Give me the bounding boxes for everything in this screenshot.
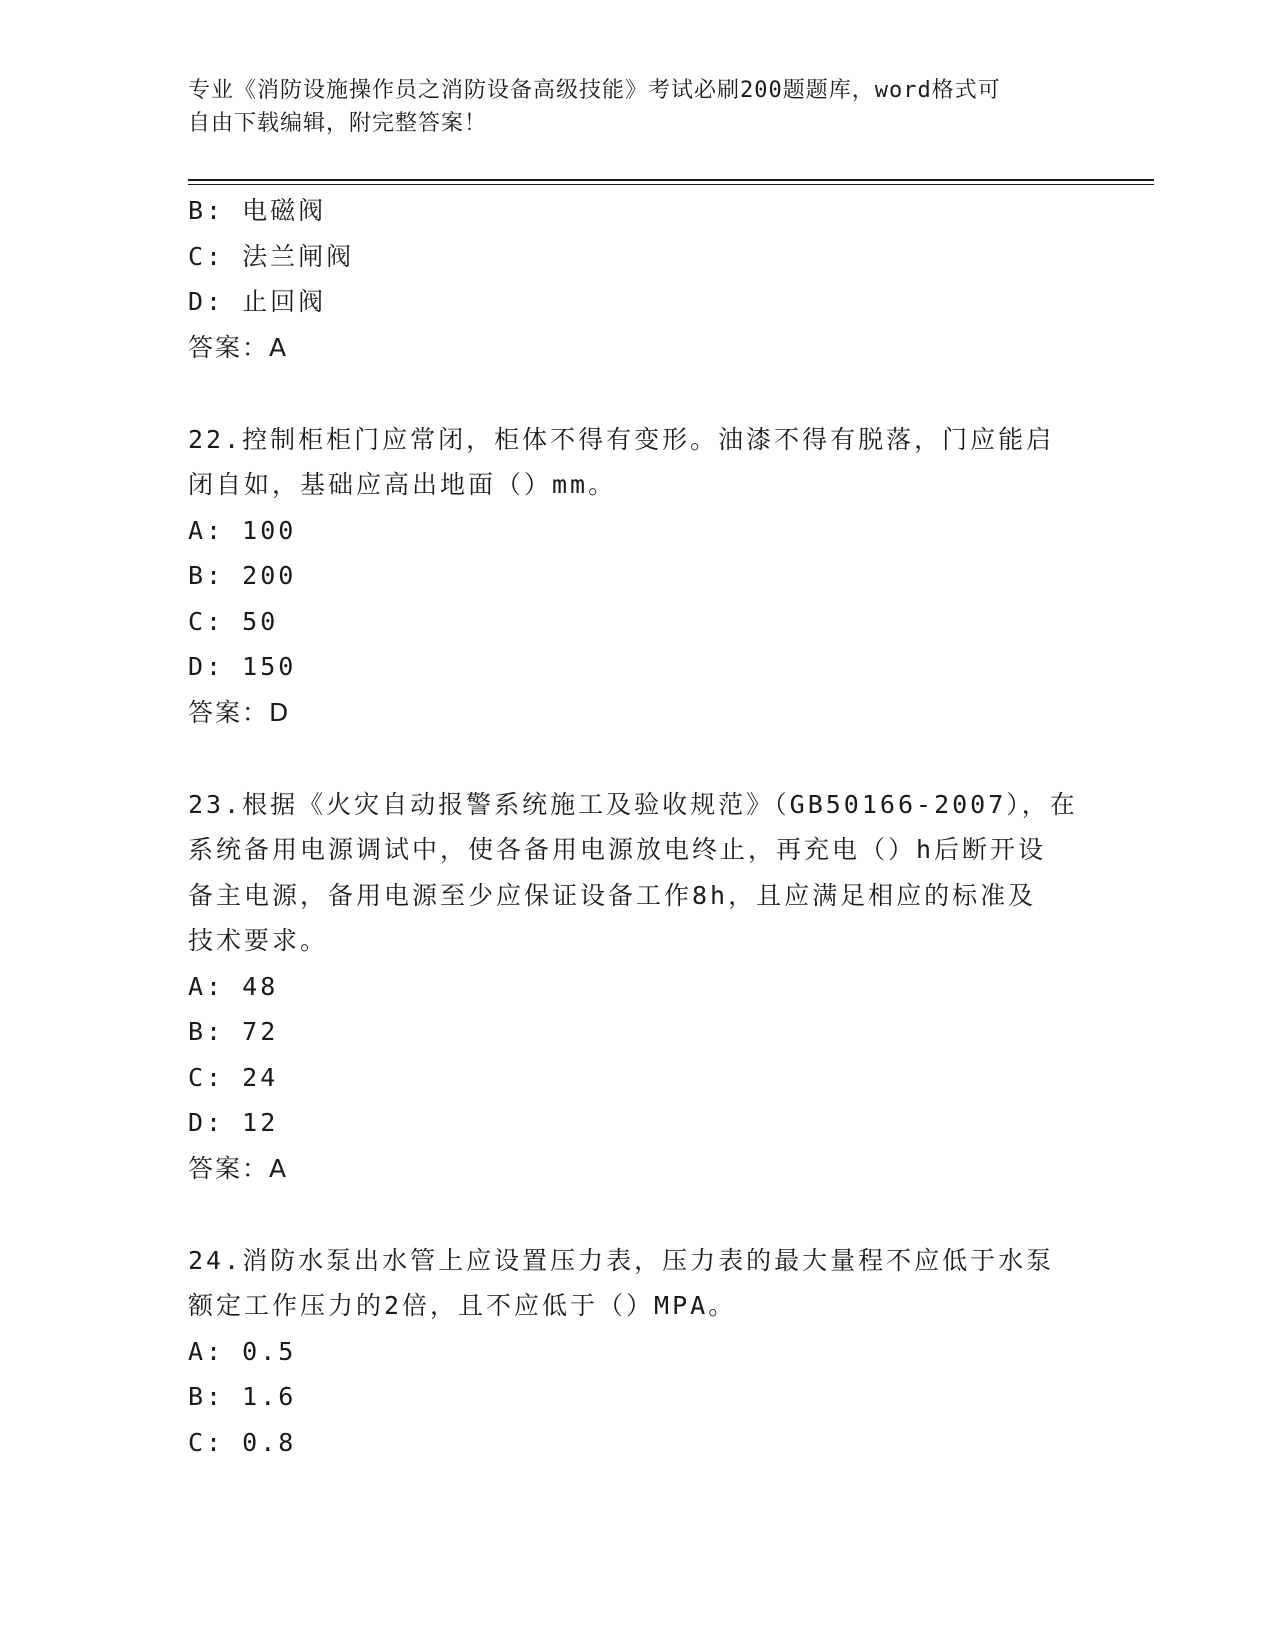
question-list bbox=[188, 188, 1088, 1465]
answer-label: 答案：D bbox=[188, 697, 291, 727]
option-b: B: 200 bbox=[188, 561, 297, 590]
option-b: B: 电磁阀 bbox=[188, 196, 327, 225]
answer-label: 答案：A bbox=[188, 1153, 289, 1183]
option-b: B: 72 bbox=[188, 1017, 279, 1046]
stem-line: 额定工作压力的2倍，且不应低于（）MPA。 bbox=[188, 1291, 737, 1320]
option-a: A: 100 bbox=[188, 515, 297, 545]
stem-line: 闭自如，基础应高出地面（）mm。 bbox=[188, 470, 617, 499]
header-divider-thin bbox=[188, 184, 1154, 185]
option-c: C: 法兰闸阀 bbox=[188, 241, 355, 271]
question-23 bbox=[188, 782, 1088, 1192]
option-c: C: 24 bbox=[188, 1062, 279, 1092]
header-line-2: 自由下载编辑，附完整答案！ bbox=[188, 111, 488, 136]
option-c: C: 0.8 bbox=[188, 1427, 297, 1457]
question-21-tail bbox=[188, 188, 1088, 371]
stem-line: 系统备用电源调试中，使各备用电源放电终止，再充电（）h后断开设 bbox=[188, 835, 1047, 864]
stem-line: 技术要求。 bbox=[188, 926, 329, 955]
question-stem bbox=[188, 417, 1088, 508]
stem-line: 备主电源，备用电源至少应保证设备工作8h，且应满足相应的标准及 bbox=[188, 880, 1037, 910]
header-line-1: 专业《消防设施操作员之消防设备高级技能》考试必刷200题题库，word格式可 bbox=[188, 78, 1001, 103]
question-stem bbox=[188, 782, 1088, 964]
option-a: A: 0.5 bbox=[188, 1336, 297, 1366]
stem-line: 24.消防水泵出水管上应设置压力表，压力表的最大量程不应低于水泵 bbox=[188, 1245, 1055, 1275]
option-c: C: 50 bbox=[188, 606, 279, 636]
header-divider-thick bbox=[188, 179, 1154, 181]
stem-line: 23.根据《火灾自动报警系统施工及验收规范》（GB50166-2007），在 bbox=[188, 789, 1078, 819]
option-d: D: 150 bbox=[188, 652, 297, 681]
answer-label: 答案：A bbox=[188, 332, 289, 362]
question-22 bbox=[188, 417, 1088, 736]
option-b: B: 1.6 bbox=[188, 1382, 297, 1411]
option-a: A: 48 bbox=[188, 971, 279, 1001]
question-24 bbox=[188, 1238, 1088, 1466]
stem-line: 22.控制柜柜门应常闭，柜体不得有变形。油漆不得有脱落，门应能启 bbox=[188, 424, 1055, 454]
document-header bbox=[188, 74, 1068, 140]
question-stem bbox=[188, 1238, 1088, 1329]
option-d: D: 止回阀 bbox=[188, 287, 327, 316]
option-d: D: 12 bbox=[188, 1108, 279, 1137]
